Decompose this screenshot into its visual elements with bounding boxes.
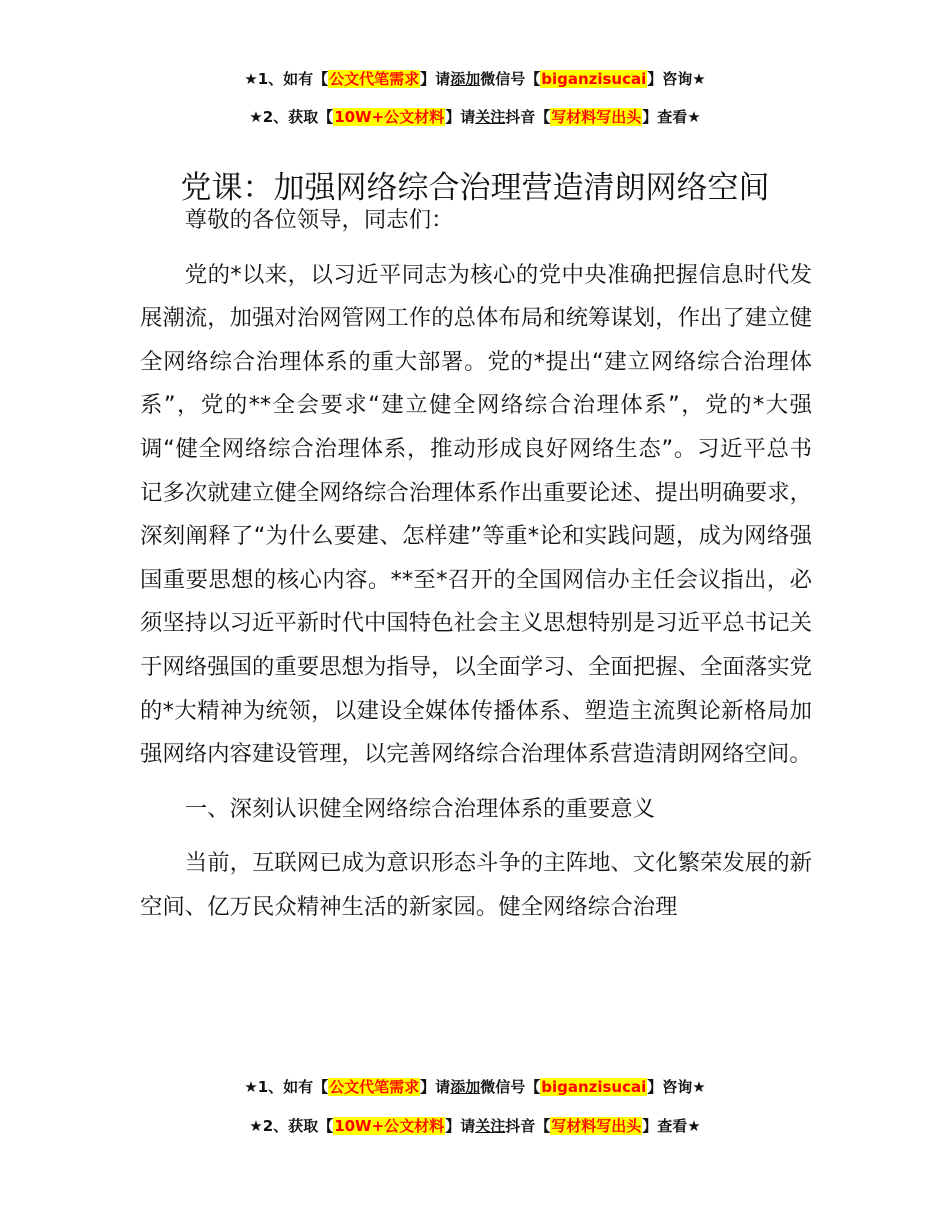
promo-highlight: 10W+公文材料 [334,108,445,126]
promo-highlight: 公文代笔需求 [329,1078,420,1096]
header-promo-line-1 [0,68,950,90]
header-promo-line-2 [0,106,950,128]
promo-highlight: 10W+公文材料 [334,1117,445,1135]
promo-text: 抖音【 [505,1117,551,1135]
promo-text: 微信号【 [480,70,541,88]
promo-underline: 添加 [450,1078,481,1096]
promo-underline: 关注 [475,1117,506,1135]
promo-text: 】查看★ [642,108,701,126]
promo-highlight-douyin: 写材料写出头 [551,108,642,126]
promo-underline: 添加 [450,70,481,88]
promo-highlight-douyin: 写材料写出头 [551,1117,642,1135]
promo-text: 】咨询★ [647,1078,706,1096]
promo-text: 】咨询★ [647,70,706,88]
promo-text: 微信号【 [480,1078,541,1096]
promo-text: 抖音【 [505,108,551,126]
document-title: 党课：加强网络综合治理营造清朗网络空间 [180,169,770,206]
footer-promo-line-1 [0,1076,950,1098]
promo-text: ★2、获取【 [249,108,334,126]
promo-text: ★1、如有【 [244,1078,329,1096]
promo-text: ★1、如有【 [244,70,329,88]
salutation: 尊敬的各位领导，同志们： [184,207,454,233]
promo-highlight-wechat-id: biganzisucai [541,1078,647,1096]
promo-highlight: 公文代笔需求 [329,70,420,88]
promo-text: 】请 [420,70,451,88]
paragraph: 当前，互联网已成为意识形态斗争的主阵地、文化繁荣发展的新空间、亿万民众精神生活的新家园。健全网络综合治理 [140,850,812,920]
promo-text: 】请 [420,1078,451,1096]
promo-underline: 关注 [475,108,506,126]
promo-text: 】请 [445,1117,476,1135]
promo-text: 】请 [445,108,476,126]
promo-text: ★2、获取【 [249,1117,334,1135]
promo-highlight-wechat-id: biganzisucai [541,70,647,88]
section-heading: 一、深刻认识健全网络综合治理体系的重要意义 [184,795,655,822]
paragraph: 党的*以来，以习近平同志为核心的党中央准确把握信息时代发展潮流，加强对治网管网工作的总体布局和统筹谋划，作出了建立健全网络综合治理体系的重大部署。党的*提出“建立网络综合治理体系”，党的**全会要求“建立健全网络综合治理体系”，党的*大强调“健全网络综合治理体系，推动形成良好网络生态”。习近平总书记多次就建立健全网络综合治理体系作出重要论述、提出明确要求，深刻阐释了“为什么要建、怎样建”等重*论和实践问题，成为网络强国重要思想的核心内容。**至*召开的全国网信办主任会议指出，必须坚持以习近平新时代中国特色社会主义思想特别是习近平总书记关于网络强国的重要思想为指导，以全面学习、全面把握、全面落实党的*大精神为统领，以建设全媒体传播体系、塑造主流舆论新格局加强网络内容建设管理，以完善网络综合治理体系营造清朗网络空间。 [140,261,812,768]
footer-promo-line-2 [0,1115,950,1137]
document-body [140,199,812,930]
promo-text: 】查看★ [642,1117,701,1135]
